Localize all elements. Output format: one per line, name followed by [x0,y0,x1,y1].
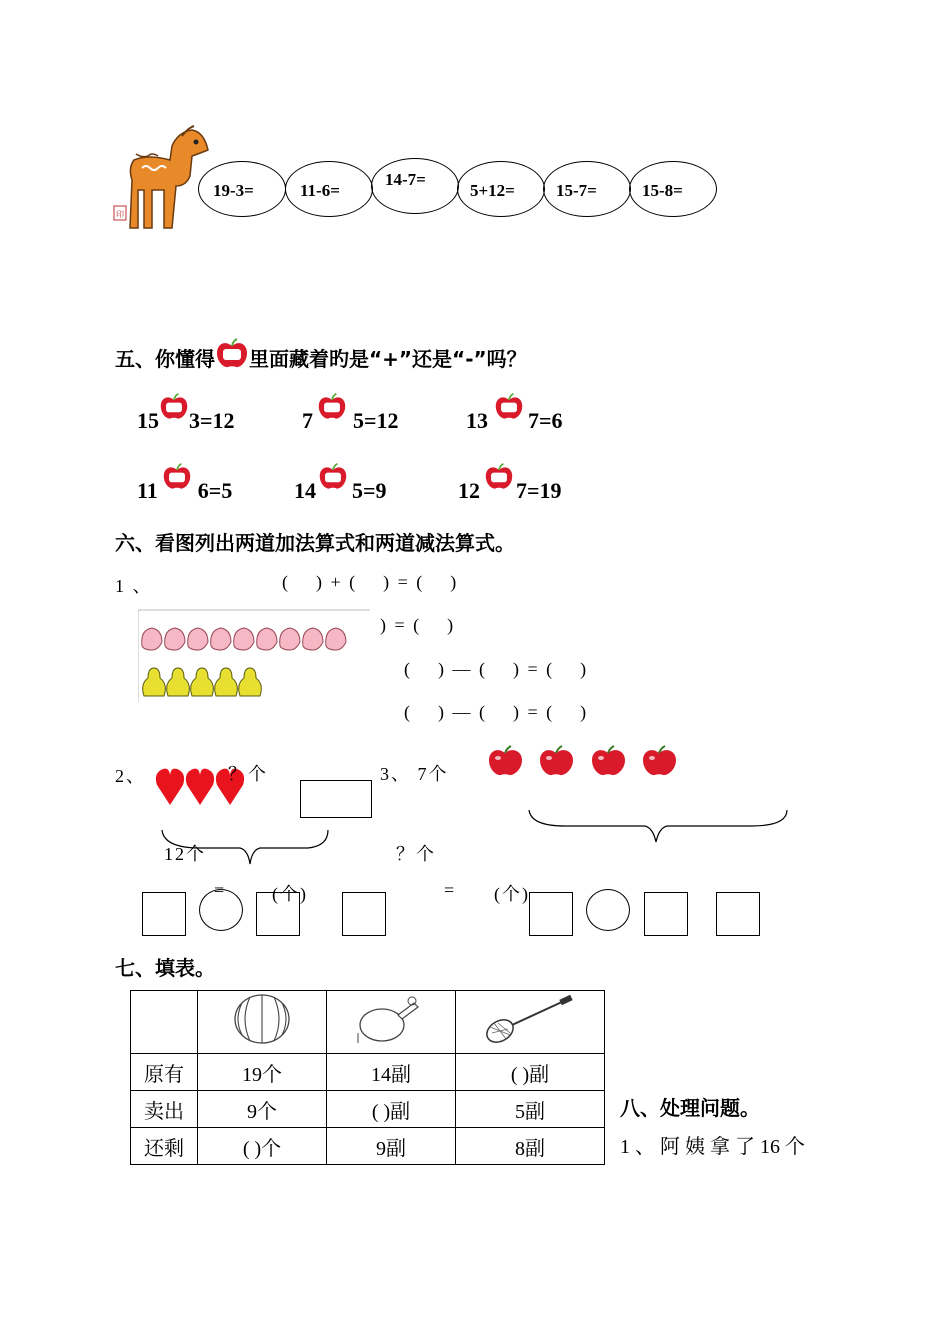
apple-icon [489,750,522,775]
table-corner-cell [131,991,198,1054]
s5-eq-2: 7 5=12 [302,404,399,434]
row-label-original: 原有 [131,1054,198,1091]
q2-answer-box-1[interactable] [142,892,186,936]
q3-label: 3、 7个 [380,764,449,784]
section5-title-suffix: 里面藏着旳是“+”还是“-”吗？ [249,347,527,371]
apple-icon [317,404,347,430]
fruit-picture [138,606,370,704]
calc-oval-5: 15-7= [543,161,631,217]
s5-eq-3: 13 7=6 [466,404,563,434]
q2-total: 12个 [164,844,206,864]
q2-equals: = [214,880,227,900]
pingpong-header [327,991,456,1054]
cell-pingpong-original: 14副 [327,1054,456,1091]
s5-eq-6: 12 7=19 [458,474,562,504]
ball-icon [232,993,292,1045]
cell-ball-remaining[interactable]: ( )个 [198,1128,327,1165]
row-label-remaining: 还剩 [131,1128,198,1165]
cell-pingpong-remaining: 9副 [327,1128,456,1165]
q3-answer-box-3[interactable] [716,892,760,936]
q2-unit: (个) [272,884,308,904]
apple-icon [494,404,524,430]
cell-badminton-remaining: 8副 [456,1128,605,1165]
sales-table [130,990,605,1165]
apple-icon [484,474,514,500]
section5-title [115,338,527,372]
apple-icon [592,750,625,775]
section8-q1: 1 、 阿 姨 拿 了 16 个 [620,1136,805,1158]
horse-illustration [112,124,212,232]
apple-icon [318,474,348,500]
section5-title-prefix: 五、你懂得 [115,347,215,371]
svg-text:印: 印 [116,210,124,219]
q3-equals: = [444,880,457,900]
heart-icon [156,769,184,805]
q3-answer-box-2[interactable] [644,892,688,936]
apple-icon [215,338,249,368]
q2-question: ？个 [228,764,268,784]
q1-line3: ( ) — ( ) = ( ) [404,659,589,679]
section7-title: 七、填表。 [115,956,215,980]
pear-icons [143,668,262,696]
q3-question: ？个 [396,844,436,864]
q3-brace [525,806,793,846]
s5-eq-4: 11 6=5 [137,474,232,504]
q1-line1: ( ) + ( ) = ( ) [282,572,459,592]
s5-eq-1: 15 3=12 [137,404,235,434]
peach-icons [142,628,346,650]
q2-answer-box-3[interactable] [342,892,386,936]
q2-hidden-box [300,780,372,818]
calc-oval-4: 5+12= [457,161,545,217]
q3-unit: (个) [494,884,530,904]
apple-icon [540,750,573,775]
cell-ball-original: 19个 [198,1054,327,1091]
calc-oval-3: 14-7= [371,158,459,214]
q2-label: 2、 [115,766,146,786]
ball-header [198,991,327,1054]
row-label-sold: 卖出 [131,1091,198,1128]
calc-oval-2: 11-6= [285,161,373,217]
q3-answer-box-1[interactable] [529,892,573,936]
badminton-racket-icon [480,993,580,1045]
heart-icon [186,769,214,805]
cell-ball-sold: 9个 [198,1091,327,1128]
calc-oval-1: 19-3= [198,161,286,217]
s5-eq-5: 14 5=9 [294,474,387,504]
section6-title: 六、看图列出两道加法算式和两道减法算式。 [115,531,515,555]
cell-badminton-original[interactable]: ( )副 [456,1054,605,1091]
apple-icon [159,404,189,430]
cell-badminton-sold: 5副 [456,1091,605,1128]
cell-pingpong-sold[interactable]: ( )副 [327,1091,456,1128]
apple-icon [162,474,192,500]
calc-oval-6: 15-8= [629,161,717,217]
q3-answer-circle[interactable] [586,889,630,931]
q1-line4: ( ) — ( ) = ( ) [404,702,589,722]
apple-icon [643,750,676,775]
pingpong-paddle-icon [356,993,426,1045]
q1-line2: ) = ( ) [380,615,456,635]
q1-label: 1 、 [115,576,153,596]
badminton-header [456,991,605,1054]
section8-title: 八、处理问题。 [620,1096,760,1120]
apples-picture [488,745,683,777]
